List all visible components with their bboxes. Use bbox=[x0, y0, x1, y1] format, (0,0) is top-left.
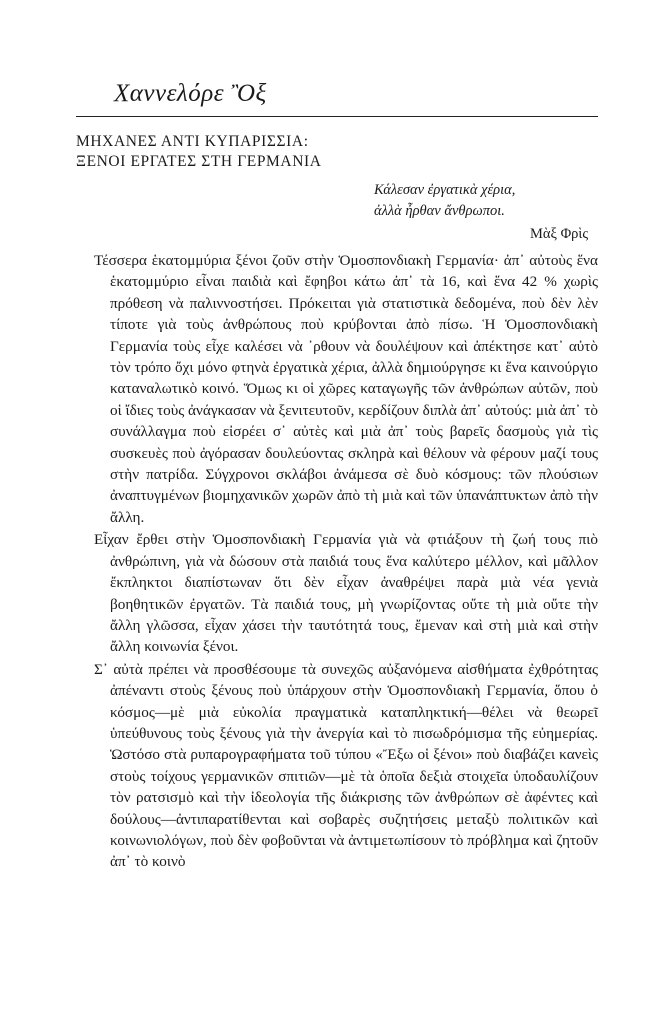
article-title bbox=[76, 132, 516, 172]
title-line-2: ΞΕΝΟΙ ΕΡΓΑΤΕΣ ΣΤΗ ΓΕΡΜΑΝΙΑ bbox=[76, 153, 322, 170]
paragraph-1: Τέσσερα ἑκατομμύρια ξένοι ζοῦν στὴν Ὁμοσπονδιακὴ Γερμανία· ἀπ᾽ αὐτοὺς ἕνα ἑκατομμύριο εἶναι παιδιὰ καὶ ἔφηβοι κάτω ἀπ᾽ τὰ 16, καὶ ἕνα 42 % χωρὶς πρόθεση νὰ παλιννοστήσει. Πρόκειται γιὰ στατιστικὰ δεδομένα, ποὺ δὲν λὲν τίποτε γιὰ τοὺς ἀνθρώπους ποὺ κρύβονται ἀπὸ πίσω. Ἡ Ὁμοσπονδιακὴ Γερμανία τοὺς εἶχε καλέσει νὰ ᾽ρθουν νὰ δουλέψουν καὶ ἀπέκτησε κατ᾽ αὐτὸ τὸν τρόπο ὄχι μόνο φτηνὰ ἐργατικὰ χέρια, ἀλλὰ δημιούργησε κι ἕνα καινούργιο καταναλωτικὸ κοινό. Ὅμως κι οἱ χῶρες καταγωγῆς τῶν ἀνθρώπων αὐτῶν, ποὺ οἱ ἴδιες τοὺς ἀνάγκασαν νὰ ξενιτευτοῦν, κερδίζουν διπλὰ ἀπ᾽ αὐτούς: μιὰ ἀπ᾽ τὸ συνάλλαγμα ποὺ εἰσρέει σ᾽ αὐτὲς καὶ μιὰ ἀπ᾽ τοὺς βαρεῖς δασμοὺς γιὰ τὶς συσκευὲς ποὺ ἀγόρασαν δουλεύοντας σκληρὰ καὶ θέλουν νὰ φέρουν μαζί τους στὴν πατρίδα. Σύγχρονοι σκλάβοι ἀνάμεσα σὲ δυὸ κόσμους: τῶν πλούσιων ἀναπτυγμένων βιομηχανικῶν χωρῶν ἀπὸ τὴ μιὰ καὶ τῶν ὑπανάπτυκτων ἀπὸ τὴν ἄλλη. bbox=[94, 252, 598, 526]
epigraph-line-2: ἀλλὰ ἦρθαν ἄνθρωποι. bbox=[374, 203, 505, 219]
epigraph bbox=[374, 180, 604, 222]
header-rule bbox=[76, 116, 598, 117]
article-body bbox=[94, 250, 598, 873]
author-name: Χαννελόρε Ὂξ bbox=[114, 80, 267, 107]
paragraph-3: Σ᾽ αὐτὰ πρέπει νὰ προσθέσουμε τὰ συνεχῶς αὐξανόμενα αἰσθήματα ἐχθρότητας ἀπέναντι στοὺς ξένους ποὺ ὑπάρχουν στὴν Ὁμοσπονδιακὴ Γερμανία, ὅπου ὁ κόσμος—μὲ μιὰ εὐκολία πραγματικὰ καταπληκτική—θέλει νὰ θεωρεῖ ὑπεύθυνους τοὺς ξένους γιὰ τὴν ἀνεργία καὶ τὸ πισωδρόμισμα τῆς εὐημερίας. Ὡστόσο στὰ ρυπαρογραφήματα τοῦ τύπου «Ἔξω οἱ ξένοι» ποὺ διαβάζει κανεὶς στοὺς τοίχους γερμανικῶν σπιτιῶν—μὲ τὰ ὁποῖα δεξιὰ στοιχεῖα ὑποδαυλίζουν τὸν ρατσισμὸ καὶ τὴν ἰδεολογία τῆς διάκρισης τῶν ἀνθρώπων σὲ ἀφέντες καὶ δούλους—ἀντιπαρατίθενται καὶ σοβαρὲς συζητήσεις μεταξὺ πολιτικῶν καὶ κοινωνιολόγων, ποὺ δὲν φοβοῦνται νὰ ἀντιμετωπίσουν τὸ πρόβλημα καὶ ζητοῦν ἀπ᾽ τὸ κοινὸ bbox=[94, 660, 598, 871]
epigraph-line-1: Κάλεσαν ἐργατικὰ χέρια, bbox=[374, 182, 516, 198]
paragraph-2: Εἶχαν ἔρθει στὴν Ὁμοσπονδιακὴ Γερμανία γιὰ νὰ φτιάξουν τὴ ζωή τους πιὸ ἀνθρώπινη, γιὰ νὰ δώσουν στὰ παιδιά τους ἕνα καλύτερο μέλλον, καὶ μᾶλλον ἔκπληκτοι διαπίστωναν ὅτι δὲν εἶχαν ἀναθρέψει παρὰ μιὰ νέα γενιὰ βοηθητικῶν ἐργατῶν. Τὰ παιδιά τους, μὴ γνωρίζοντας οὔτε τὴ μιὰ οὔτε τὴν ἄλλη γλῶσσα, εἶχαν χάσει τὴν ταυτότητά τους, ἔμεναν καὶ στὴ μιὰ καὶ στὴν ἄλλη κοινωνία ξένοι. bbox=[94, 531, 598, 656]
epigraph-author: Μὰξ Φρὶς bbox=[530, 226, 589, 242]
title-line-1: ΜΗΧΑΝΕΣ ΑΝΤΙ ΚΥΠΑΡΙΣΣΙΑ: bbox=[76, 133, 309, 150]
